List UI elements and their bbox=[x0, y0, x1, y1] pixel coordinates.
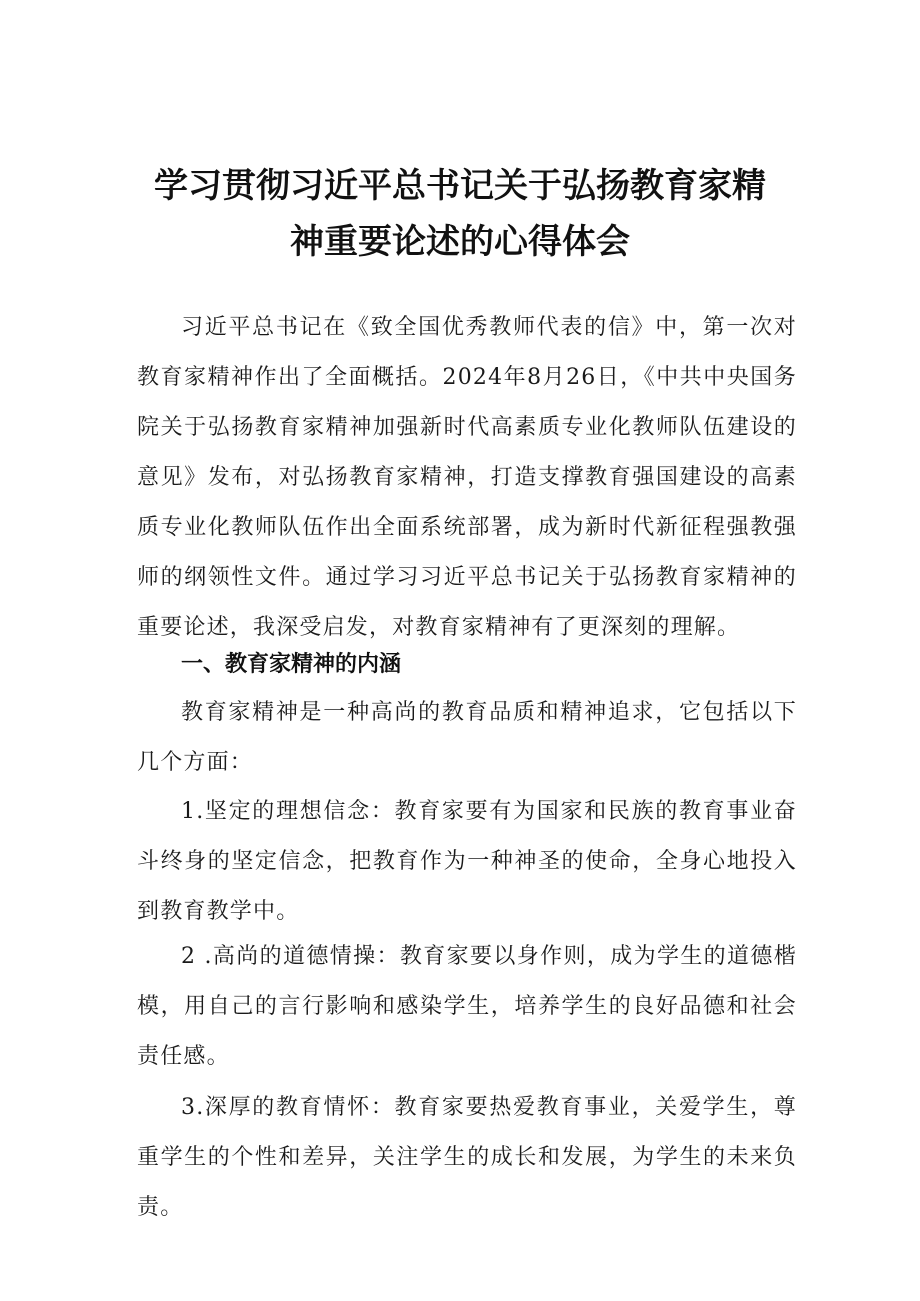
section-1-heading: 一、教育家精神的内涵 bbox=[181, 652, 402, 677]
document-title-line-2: 神重要论述的心得体会 bbox=[290, 222, 630, 262]
item-3-paragraph: 3.深厚的教育情怀：教育家要热爱教育事业，关爱学生，尊重学生的个性和差异，关注学生的成长和发展，为学生的未来负责。 bbox=[137, 1095, 797, 1220]
section-1-lead-paragraph: 教育家精神是一种高尚的教育品质和精神追求，它包括以下几个方面： bbox=[137, 700, 797, 775]
item-2-paragraph: 2 .高尚的道德情操：教育家要以身作则，成为学生的道德楷模，用自己的言行影响和感染学生，培养学生的良好品德和社会责任感。 bbox=[137, 944, 797, 1069]
item-1-paragraph: 1.坚定的理想信念：教育家要有为国家和民族的教育事业奋斗终身的坚定信念，把教育作为一种神圣的使命，全身心地投入到教育教学中。 bbox=[137, 799, 797, 924]
intro-paragraph: 习近平总书记在《致全国优秀教师代表的信》中，第一次对教育家精神作出了全面概括。2024年8月26日，《中共中央国务院关于弘扬教育家精神加强新时代高素质专业化教师队伍建设的意见》发布，对弘扬教育家精神，打造支撑教育强国建设的高素质专业化教师队伍作出全面系统部署，成为新时代新征程强教强师的纲领性文件。通过学习习近平总书记关于弘扬教育家精神的重要论述，我深受启发，对教育家精神有了更深刻的理解。 bbox=[137, 315, 797, 640]
document-title-line-1: 学习贯彻习近平总书记关于弘扬教育家精 bbox=[154, 166, 766, 206]
document-title bbox=[0, 158, 920, 270]
